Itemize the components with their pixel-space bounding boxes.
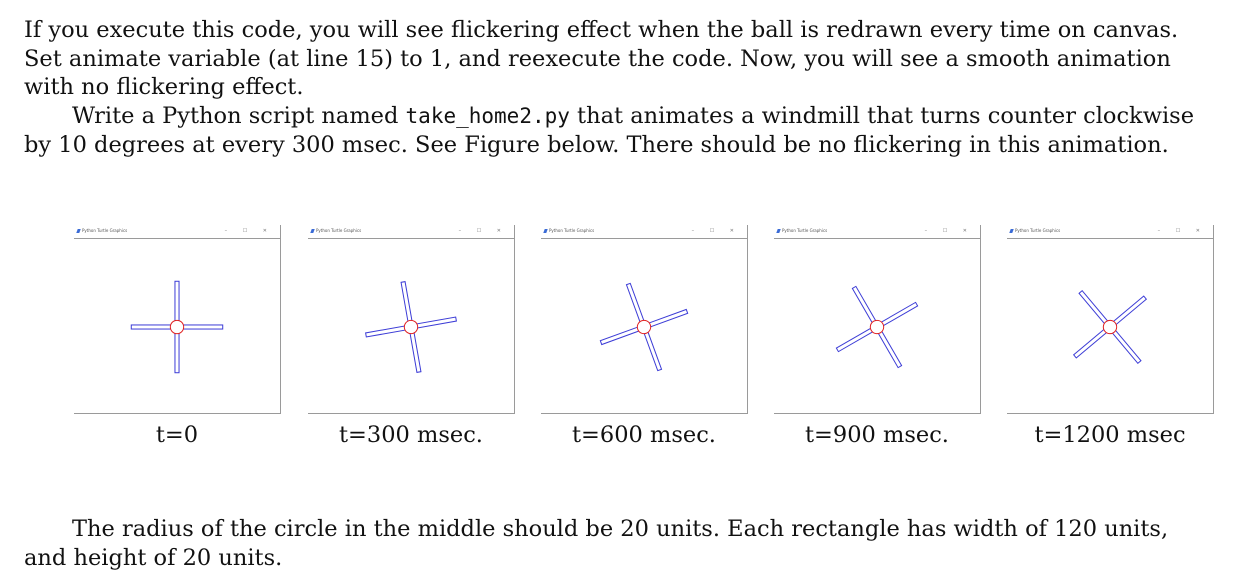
window-controls[interactable]: – ☐ ✕: [458, 228, 508, 234]
turtle-app-icon: [310, 229, 314, 233]
frame-caption: t=900 msec.: [805, 422, 949, 448]
window-titlebar: [1007, 225, 1213, 239]
intro-paragraph: If you execute this code, you will see flickering effect when the ball is redrawn every time on canvas. Set animate variable (at line 15) to 1, and reexecute the code. Now, you will see a smooth animation with no flickering effect.: [24, 17, 1179, 100]
window-controls[interactable]: – ☐ ✕: [924, 228, 974, 234]
windmill: [131, 281, 222, 372]
turtle-window-frame-4: [774, 225, 981, 414]
windmill-hub: [635, 318, 652, 335]
window-title: Python Turtle Graphics: [782, 228, 828, 233]
assignment-text-after: that animates a windmill that turns counter clockwise by 10 degrees at every 300 msec. See Figure below. There should be no flickering in this animation.: [24, 103, 1195, 158]
assignment-paragraph: [24, 102, 1214, 159]
spec-text: The radius of the circle in the middle should be 20 units. Each rectangle has width of 120 units, and height of 20 units.: [24, 516, 1169, 571]
turtle-window-frame-3: [541, 225, 748, 414]
windmill-blade-2: [643, 328, 662, 371]
windmill-blade-2: [409, 328, 421, 372]
frame-caption: t=1200 msec: [1034, 422, 1186, 448]
window-title: Python Turtle Graphics: [1015, 228, 1061, 233]
frame-caption: t=300 msec.: [339, 422, 483, 448]
windmill-drawing: [774, 239, 980, 413]
frame-caption: t=0: [155, 422, 199, 448]
turtle-canvas: [1007, 239, 1213, 413]
assignment-text-before: Write a Python script named: [72, 103, 406, 129]
windmill: [358, 274, 464, 380]
window-title: Python Turtle Graphics: [82, 228, 128, 233]
windmill-blade-1: [645, 309, 688, 328]
windmill: [815, 265, 940, 390]
windmill-blade-1: [178, 325, 222, 329]
frame-caption: t=600 msec.: [572, 422, 716, 448]
turtle-window-frame-2: [308, 225, 515, 414]
turtle-app-icon: [776, 229, 780, 233]
turtle-app-icon: [1009, 229, 1013, 233]
turtle-canvas: [74, 239, 280, 413]
windmill-drawing: [541, 239, 747, 413]
window-titlebar: [308, 225, 514, 239]
turtle-app-icon: [76, 229, 80, 233]
windmill-drawing: [308, 239, 514, 413]
windmill-blade-2: [175, 328, 179, 372]
turtle-canvas: [541, 239, 747, 413]
windmill-hub: [170, 320, 183, 333]
turtle-canvas: [774, 239, 980, 413]
windmill-blade-4: [175, 281, 179, 325]
windmill: [1046, 263, 1175, 392]
turtle-window-frame-1: [74, 225, 281, 414]
window-controls[interactable]: – ☐ ✕: [224, 228, 274, 234]
windmill-drawing: [1007, 239, 1213, 413]
window-controls[interactable]: – ☐ ✕: [1157, 228, 1207, 234]
turtle-app-icon: [543, 229, 547, 233]
windmill-blade-1: [412, 317, 456, 329]
windmill-blade-3: [366, 325, 410, 337]
windmill-figure: [0, 225, 1233, 448]
window-titlebar: [774, 225, 980, 239]
turtle-canvas: [308, 239, 514, 413]
windmill-drawing: [74, 239, 280, 413]
windmill-blade-3: [131, 325, 175, 329]
windmill-blade-4: [401, 282, 413, 326]
windmill-blade-4: [626, 283, 645, 326]
window-titlebar: [74, 225, 280, 239]
windmill-blade-3: [600, 326, 643, 345]
window-title: Python Turtle Graphics: [316, 228, 362, 233]
window-title: Python Turtle Graphics: [549, 228, 595, 233]
windmill: [585, 268, 702, 385]
window-controls[interactable]: – ☐ ✕: [691, 228, 741, 234]
window-titlebar: [541, 225, 747, 239]
script-filename: take_home2.py: [405, 104, 570, 128]
spec-paragraph: [24, 515, 1214, 572]
turtle-window-frame-5: [1007, 225, 1214, 414]
windmill-hub: [1101, 318, 1120, 337]
windmill-hub: [403, 319, 418, 334]
